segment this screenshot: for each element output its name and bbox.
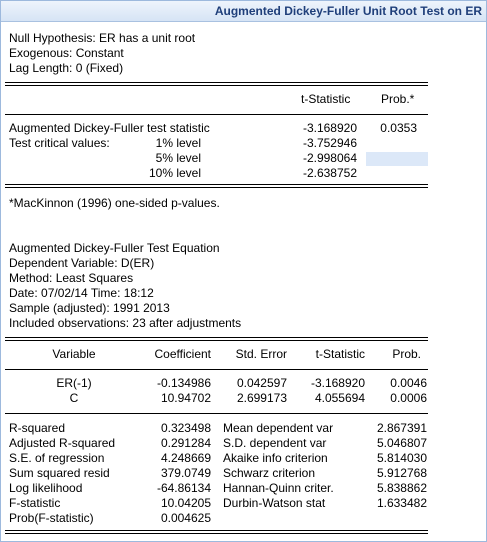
stat-label: Durbin-Watson stat — [223, 496, 326, 510]
stat-label: Akaike info criterion — [223, 451, 328, 465]
coef-header-stderror: Std. Error — [235, 347, 287, 361]
included-observations: Included observations: 23 after adjustments — [9, 316, 242, 330]
stat-value: 1.633482 — [376, 496, 427, 510]
adf-test-prob: 0.0353 — [380, 121, 417, 135]
coef-variable: C — [69, 391, 79, 405]
coef-stderror: 0.042597 — [236, 376, 287, 390]
stat-label: Adjusted R-squared — [9, 436, 116, 450]
divider — [5, 82, 428, 86]
coef-stderror: 2.699173 — [236, 391, 287, 405]
stat-value: 5.912768 — [376, 466, 427, 480]
stat-label: Hannan-Quinn criter. — [223, 481, 334, 495]
divider — [5, 114, 428, 115]
exogenous: Exogenous: Constant — [9, 46, 124, 60]
coef-header-variable: Variable — [52, 347, 96, 361]
stat-label: R-squared — [9, 421, 66, 435]
stat-label: F-statistic — [9, 496, 61, 510]
col-prob-header: Prob.* — [381, 92, 415, 106]
stat-label: S.D. dependent var — [223, 436, 327, 450]
coef-coefficient: -0.134986 — [156, 376, 211, 390]
sample-range: Sample (adjusted): 1991 2013 — [9, 301, 170, 315]
method: Method: Least Squares — [9, 271, 134, 285]
col-tstat-header: t-Statistic — [301, 92, 351, 106]
stat-value: -64.86134 — [156, 481, 211, 495]
stat-label: Log likelihood — [9, 481, 83, 495]
stat-value: 379.0749 — [160, 466, 211, 480]
stat-value: 10.04205 — [160, 496, 211, 510]
crit-level-label: 5% level — [155, 151, 201, 165]
dependent-variable: Dependent Variable: D(ER) — [9, 256, 155, 270]
stat-value: 0.004625 — [160, 511, 211, 525]
coef-variable: ER(-1) — [56, 376, 92, 390]
stat-label: Sum squared resid — [9, 466, 110, 480]
crit-level-value: -3.752946 — [302, 136, 357, 150]
stat-label: Schwarz criterion — [223, 466, 316, 480]
stat-value: 5.046807 — [376, 436, 427, 450]
window-title: Augmented Dickey-Fuller Unit Root Test on ER — [214, 4, 482, 18]
mackinnon-footnote: *MacKinnon (1996) one-sided p-values. — [9, 196, 220, 210]
coef-header-coefficient: Coefficient — [154, 347, 211, 361]
coef-prob: 0.0046 — [390, 376, 427, 390]
crit-level-label: 10% level — [148, 166, 201, 180]
coef-coefficient: 10.94702 — [160, 391, 211, 405]
adf-test-label: Augmented Dickey-Fuller test statistic — [9, 121, 210, 135]
divider — [5, 337, 428, 341]
selected-cell[interactable] — [366, 152, 428, 166]
adf-test-tstat: -3.168920 — [302, 121, 357, 135]
stat-label: Mean dependent var — [223, 421, 334, 435]
stat-value: 0.323498 — [160, 421, 211, 435]
critical-values-label: Test critical values: — [9, 136, 110, 150]
stat-value: 5.814030 — [376, 451, 427, 465]
divider — [5, 413, 428, 414]
null-hypothesis: Null Hypothesis: ER has a unit root — [9, 31, 196, 45]
lag-length: Lag Length: 0 (Fixed) — [9, 61, 124, 75]
equation-title: Augmented Dickey-Fuller Test Equation — [9, 241, 220, 255]
date-time: Date: 07/02/14 Time: 18:12 — [9, 286, 154, 300]
stat-label: S.E. of regression — [9, 451, 105, 465]
coef-header-tstat: t-Statistic — [315, 347, 365, 361]
stat-value: 0.291284 — [160, 436, 211, 450]
divider — [5, 184, 428, 188]
stat-value: 4.248669 — [160, 451, 211, 465]
stat-value: 5.838862 — [376, 481, 427, 495]
stat-label: Prob(F-statistic) — [9, 511, 94, 525]
divider — [5, 530, 428, 534]
coef-header-prob: Prob. — [392, 347, 421, 361]
window-titlebar[interactable] — [1, 1, 486, 22]
crit-level-label: 1% level — [155, 136, 201, 150]
stat-value: 2.867391 — [376, 421, 427, 435]
crit-level-value: -2.998064 — [302, 151, 357, 165]
crit-level-value: -2.638752 — [302, 166, 357, 180]
coef-tstat: 4.055694 — [314, 391, 365, 405]
coef-prob: 0.0006 — [390, 391, 427, 405]
coef-tstat: -3.168920 — [310, 376, 365, 390]
divider — [5, 369, 428, 370]
